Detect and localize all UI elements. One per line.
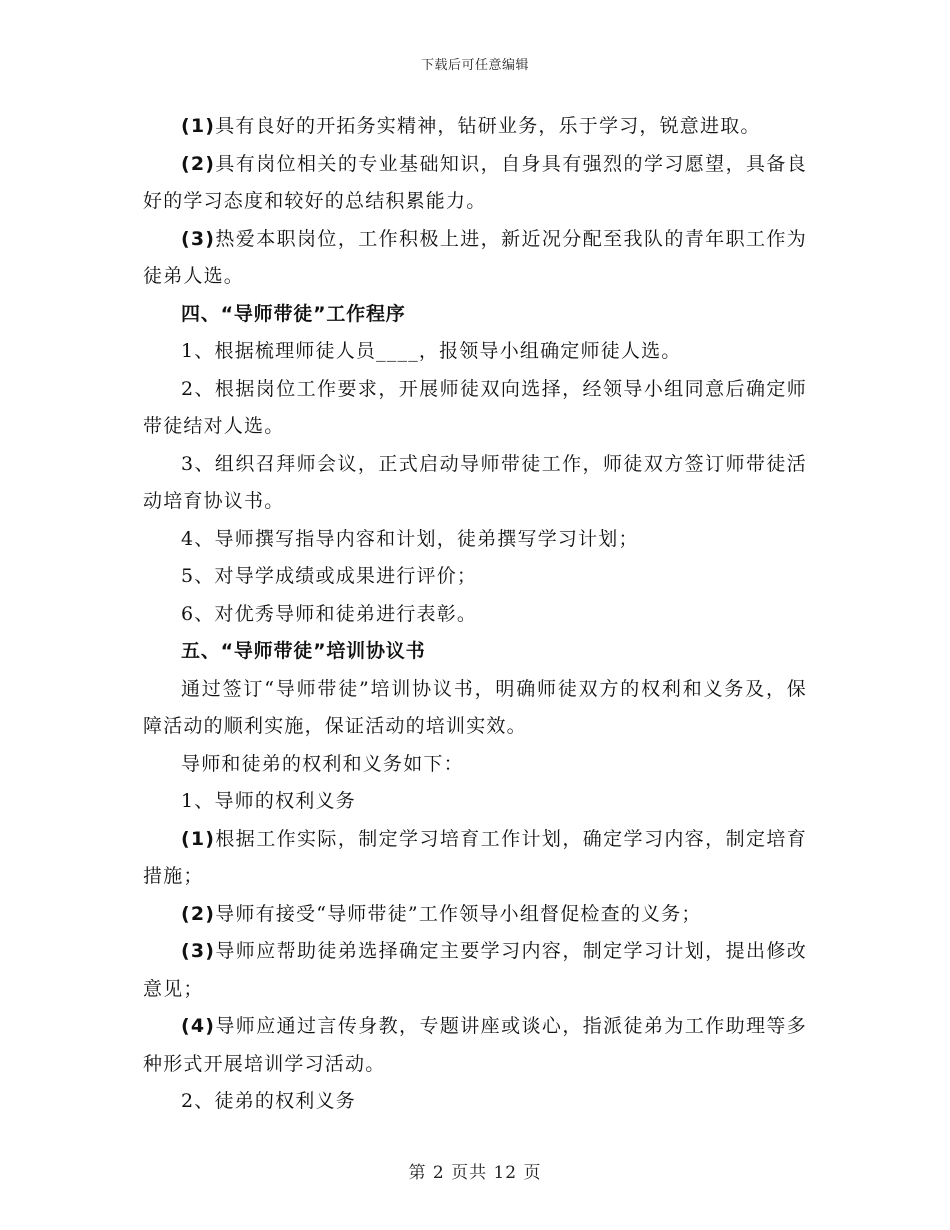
mentor-duty-3 xyxy=(143,933,807,1008)
document-body xyxy=(143,108,807,1121)
procedure-step-4: 4、导师撰写指导内容和计划，徒弟撰写学习计划； xyxy=(181,527,639,550)
procedure-step-1: 1、根据梳理师徒人员____，报领导小组确定师徒人选。 xyxy=(181,340,682,362)
item-number: (3) xyxy=(181,940,216,962)
mentor-duty-4 xyxy=(143,1008,807,1083)
item-number: (1) xyxy=(181,827,216,850)
procedure-step-6: 6、对优秀导师和徒弟进行表彰。 xyxy=(181,602,478,625)
procedure-step-5: 5、对导学成绩或成果进行评价； xyxy=(181,565,478,587)
paragraph-item-3 xyxy=(143,221,807,296)
item-text: 导师有接受“导师带徒”工作领导小组督促检查的义务； xyxy=(215,902,702,925)
page-header: 下载后可任意编辑 xyxy=(420,58,529,73)
item-number: (1) xyxy=(181,115,216,137)
rights-intro: 导师和徒弟的权利和义务如下： xyxy=(181,752,464,775)
item-number: (4) xyxy=(181,1015,216,1037)
section-heading-5: 五、“导师带徒”培训协议书 xyxy=(181,640,426,662)
item-text: 具有岗位相关的专业基础知识，自身具有强烈的学习愿望，具备良好的学习态度和较好的总结积累能力。 xyxy=(143,152,807,212)
agreement-intro: 通过签订“导师带徒”培训协议书，明确师徒双方的权利和义务及，保障活动的顺利实施，保证活动的培训实效。 xyxy=(143,677,807,737)
procedure-step-3: 3、组织召拜师会议，正式启动导师带徒工作，师徒双方签订师带徒活动培育协议书。 xyxy=(143,452,807,512)
procedure-step-2: 2、根据岗位工作要求，开展师徒双向选择，经领导小组同意后确定师带徒结对人选。 xyxy=(143,377,807,437)
item-text: 导师应帮助徒弟选择确定主要学习内容，制定学习计划，提出修改意见； xyxy=(143,940,807,1000)
item-text: 根据工作实际，制定学习培育工作计划，确定学习内容，制定培育措施； xyxy=(143,827,807,887)
item-number: (2) xyxy=(181,152,216,175)
paragraph-item-2 xyxy=(143,146,807,221)
apprentice-rights-title: 2、徒弟的权利义务 xyxy=(181,1090,356,1112)
mentor-duty-1 xyxy=(143,821,807,896)
item-text: 热爱本职岗位，工作积极上进，新近况分配至我队的青年职工作为徒弟人选。 xyxy=(143,227,807,287)
item-number: (3) xyxy=(181,227,216,250)
item-number: (2) xyxy=(181,902,216,925)
section-heading-4: 四、“导师带徒”工作程序 xyxy=(181,302,406,325)
paragraph-item-1 xyxy=(143,108,807,146)
page-number: 第 2 页共 12 页 xyxy=(408,1163,542,1183)
item-text: 具有良好的开拓务实精神，钻研业务，乐于学习，锐意进取。 xyxy=(215,115,761,137)
mentor-duty-2 xyxy=(143,896,807,934)
item-text: 导师应通过言传身教，专题讲座或谈心，指派徒弟为工作助理等多种形式开展培训学习活动。 xyxy=(143,1015,807,1075)
mentor-rights-title: 1、导师的权利义务 xyxy=(181,790,356,812)
